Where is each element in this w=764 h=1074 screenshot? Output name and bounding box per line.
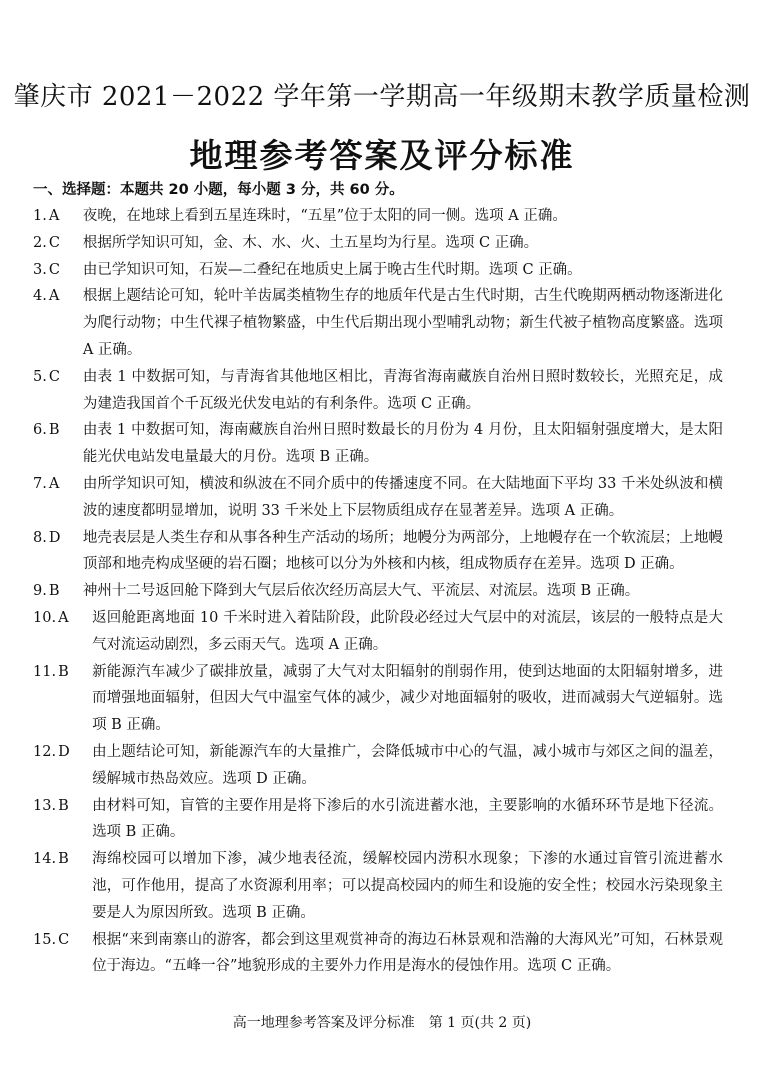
question-number: 9. [33,583,47,600]
answer-item [33,578,723,605]
document-subtitle: 地理参考答案及评分标准 [189,136,575,175]
answer-item [33,605,723,659]
answer-item [33,257,723,284]
answer-explanation: 根据“来到南寨山的游客，都会到这里观赏神奇的海边石林景观和浩瀚的大海风光”可知，石林景观位于海边。“五峰一谷”地貌形成的主要外力作用是海水的侵蚀作用。选项 C 正确。 [92,931,723,975]
answer-item [33,203,723,230]
answer-item [33,283,723,363]
answer-explanation: 夜晚，在地球上看到五星连珠时，“五星”位于太阳的同一侧。选项 A 正确。 [82,208,567,224]
answer-explanation: 由上题结论可知，新能源汽车的大量推广，会降低城市中心的气温，减小城市与郊区之间的温差，缓解城市热岛效应。选项 D 正确。 [92,743,723,787]
answer-explanation: 根据上题结论可知，轮叶羊齿属类植物生存的地质年代是古生代时期，古生代晚期两栖动物逐渐进化为爬行动物；中生代裸子植物繁盛，中生代后期出现小型哺乳动物；新生代被子植物高度繁盛。选项 A 正确。 [82,288,723,358]
answer-letter: D [58,743,70,760]
answer-letter: A [48,475,60,492]
answer-letter: C [48,368,60,385]
answer-explanation: 根据所学知识可知，金、木、水、火、土五星均为行星。选项 C 正确。 [82,234,539,251]
answer-letter: B [58,663,69,680]
answer-item [33,364,723,418]
answer-explanation: 由表 1 中数据可知，与青海省其他地区相比，青海省海南藏族自治州日照时数较长，光照充足，成为建造我国首个千瓦级光伏发电站的有利条件。选项 C 正确。 [82,368,723,412]
question-number: 6. [33,422,47,439]
answer-list [33,203,723,980]
answer-letter: C [48,261,60,278]
answer-item [33,846,723,926]
answer-item [33,471,723,525]
question-number: 4. [33,288,47,305]
answer-item [33,230,723,257]
answer-letter: B [58,797,69,814]
section-heading: 一、选择题：本题共 20 小题，每小题 3 分，共 60 分。 [33,182,404,198]
question-number: 15. [33,931,57,948]
question-number: 14. [33,851,57,868]
answer-letter: B [48,422,60,439]
question-number: 3. [33,261,47,278]
answer-explanation: 地壳表层是人类生存和从事各种生产活动的场所；地幔分为两部分，上地幔存在一个软流层；上地幔顶部和地壳构成坚硬的岩石圈；地核可以分为外核和内核，组成物质存在差异。选项 D 正确。 [82,529,723,573]
answer-letter: C [48,234,60,251]
question-number: 11. [33,663,57,680]
answer-explanation: 新能源汽车减少了碳排放量，减弱了大气对太阳辐射的削弱作用，使到达地面的太阳辐射增多，进而增强地面辐射，但因大气中温室气体的减少，减少对地面辐射的吸收，进而减弱大气逆辐射。选项 B 正确。 [92,663,723,734]
answer-letter: A [48,288,60,305]
answer-explanation: 由表 1 中数据可知，海南藏族自治州日照时数最长的月份为 4 月份，且太阳辐射强度增大，是太阳能光伏电站发电量最大的月份。选项 B 正确。 [82,422,723,466]
answer-item [33,927,723,981]
question-number: 5. [33,368,47,385]
page-footer: 高一地理参考答案及评分标准 第 1 页(共 2 页) [232,1015,532,1031]
question-number: 1. [33,208,47,224]
answer-item [33,739,723,793]
answer-explanation: 海绵校园可以增加下渗，减少地表径流，缓解校园内涝积水现象；下渗的水通过盲管引流进蓄水池，可作他用，提高了水资源利用率；可以提高校园内的师生和设施的安全性；校园水污染现象主要是人为原因所致。选项 B 正确。 [92,851,723,921]
answer-item [33,417,723,471]
answer-explanation: 神州十二号返回舱下降到大气层后依次经历高层大气、平流层、对流层。选项 B 正确。 [82,583,640,600]
answer-letter: A [58,609,69,626]
answer-explanation: 由所学知识可知，横波和纵波在不同介质中的传播速度不同。在大陆地面下平均 33 千米处纵波和横波的速度都明显增加，说明 33 千米处上下层物质组成存在显著差异。选项 A 正确。 [82,475,723,519]
answer-item [33,793,723,847]
question-number: 13. [33,797,57,814]
answer-letter: B [48,583,60,600]
question-number: 8. [33,529,47,546]
question-number: 10. [33,609,57,626]
answer-explanation: 由已学知识可知，石炭—二叠纪在地质史上属于晚古生代时期。选项 C 正确。 [82,261,582,278]
question-number: 7. [33,475,47,492]
answer-letter: B [58,851,69,868]
answer-item [33,525,723,579]
answer-explanation: 由材料可知，盲管的主要作用是将下渗后的水引流进蓄水池，主要影响的水循环环节是地下径流。选项 B 正确。 [92,797,723,841]
exam-title: 肇庆市 2021－2022 学年第一学期高一年级期末教学质量检测 [13,82,751,112]
answer-letter: D [48,529,61,546]
answer-letter: C [58,931,70,948]
answer-explanation: 返回舱距离地面 10 千米时进入着陆阶段，此阶段必经过大气层中的对流层，该层的一般特点是大气对流运动剧烈，多云雨天气。选项 A 正确。 [92,609,723,653]
answer-letter: A [48,208,60,224]
question-number: 12. [33,743,57,760]
answer-item [33,659,723,739]
question-number: 2. [33,234,47,251]
